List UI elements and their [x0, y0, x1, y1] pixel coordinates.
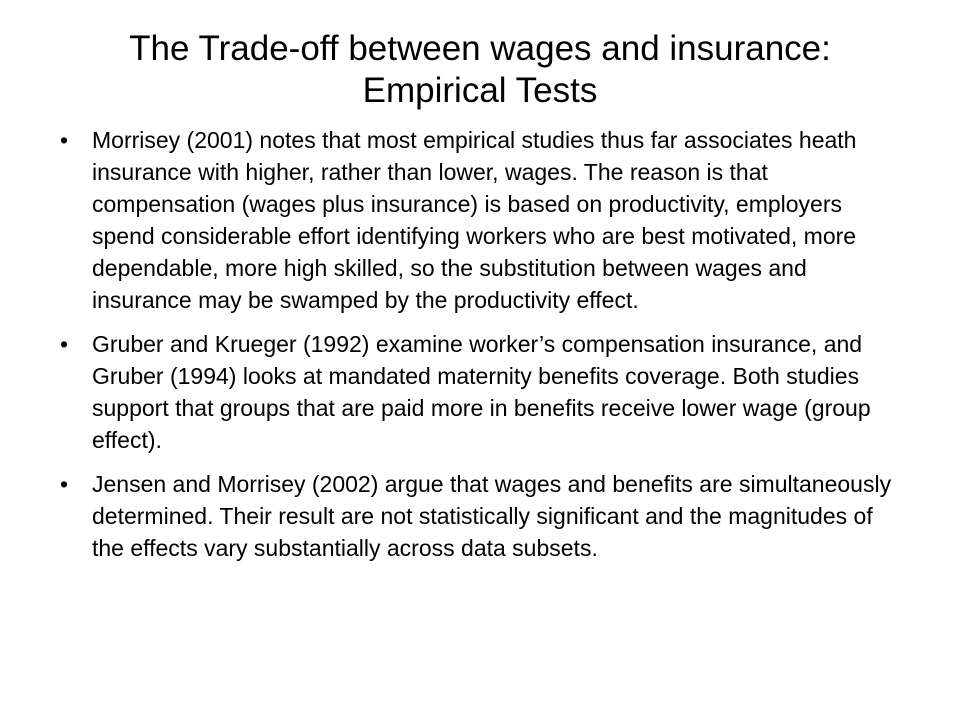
bullet-text-3: Jensen and Morrisey (2002) argue that wages and benefits are simultaneously determined. Their result are not statistically significant and the magnitudes of the effects vary substantially across data subsets. — [92, 471, 892, 561]
slide-title-line-1: The Trade-off between wages and insurance: — [129, 29, 831, 68]
bullet-text-2: Gruber and Krueger (1992) examine worker’s compensation insurance, and Gruber (1994) looks at mandated maternity benefits coverage. Both studies support that groups that are paid more in benefits receive lower wage (group effect). — [92, 331, 871, 453]
bullet-marker-icon: • — [60, 471, 69, 497]
bullet-item-1 — [60, 124, 920, 316]
bullet-marker-icon: • — [60, 331, 69, 357]
bullet-list — [60, 124, 920, 576]
slide-title-line-2: Empirical Tests — [362, 71, 598, 110]
bullet-item-3 — [60, 468, 920, 564]
bullet-marker-icon: • — [60, 127, 69, 153]
slide-title — [48, 28, 912, 112]
bullet-text-1: Morrisey (2001) notes that most empirical studies thus far associates heath insurance with higher, rather than lower, wages. The reason is that compensation (wages plus insurance) is based on productivity, employers spend considerable effort identifying workers who are best motivated, more dependable, more high skilled, so the substitution between wages and insurance may be swamped by the productivity effect. — [92, 127, 857, 313]
bullet-item-2 — [60, 328, 920, 456]
